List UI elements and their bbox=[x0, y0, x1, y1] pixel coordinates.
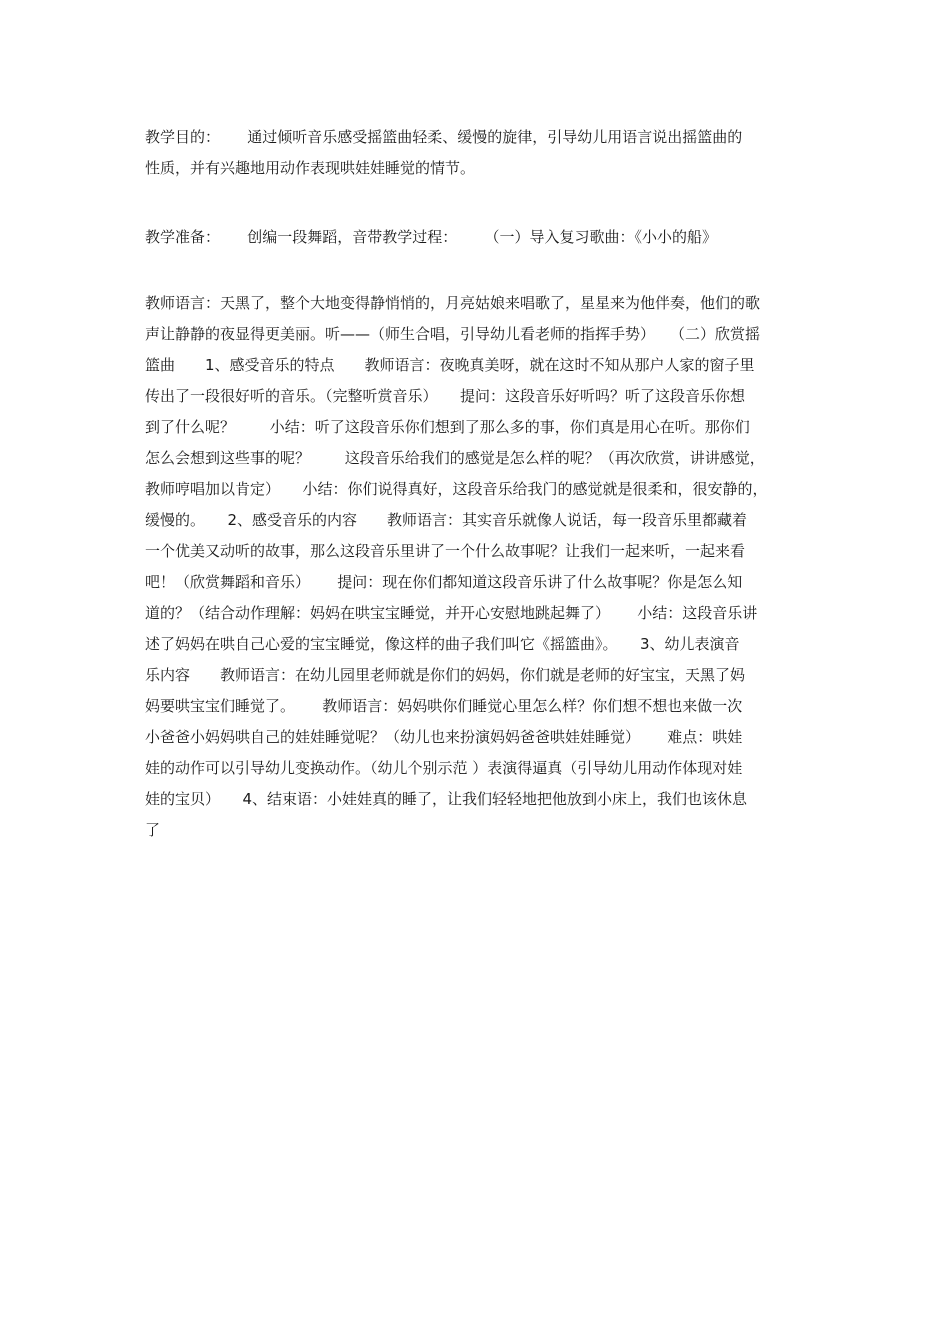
text-line: 道的？（结合动作理解：妈妈在哄宝宝睡觉，并开心安慰地跳起舞了） 小结：这段音乐讲 bbox=[145, 604, 758, 622]
text-line: 篮曲 1、感受音乐的特点 教师语言：夜晚真美呀，就在这时不知从那户人家的窗子里 bbox=[145, 356, 755, 374]
paragraph-teaching-preparation bbox=[145, 222, 817, 253]
text-line: 性质，并有兴趣地用动作表现哄娃娃睡觉的情节。 bbox=[145, 159, 476, 177]
text-line: 了 bbox=[145, 821, 161, 839]
text-line: 教师语言：天黑了，整个大地变得静悄悄的，月亮姑娘来唱歌了，星星来为他伴奏，他们的歌 bbox=[145, 294, 761, 312]
text-line: 小爸爸小妈妈哄自己的娃娃睡觉呢？（幼儿也来扮演妈妈爸爸哄娃娃睡觉） 难点：哄娃 bbox=[145, 728, 743, 746]
paragraph-teaching-process bbox=[145, 288, 817, 846]
text-line: 娃的动作可以引导幼儿变换动作。（幼儿个别示范 ）表演得逼真（引导幼儿用动作体现对娃 bbox=[145, 759, 743, 777]
text-line: 一个优美又动听的故事，那么这段音乐里讲了一个什么故事呢？让我们一起来听，一起来看 bbox=[145, 542, 746, 560]
text-line: 怎么会想到这些事的呢？ 这段音乐给我们的感觉是怎么样的呢？（再次欣赏，讲讲感觉， bbox=[145, 449, 765, 467]
paragraph-teaching-goals bbox=[145, 122, 817, 184]
text-line: 教师哼唱加以肯定） 小结：你们说得真好，这段音乐给我门的感觉就是很柔和，很安静的， bbox=[145, 480, 768, 498]
text-line: 传出了一段很好听的音乐。（完整听赏音乐） 提问：这段音乐好听吗？听了这段音乐你想 bbox=[145, 387, 746, 405]
text-line: 缓慢的。 2、感受音乐的内容 教师语言：其实音乐就像人说话，每一段音乐里都藏着 bbox=[145, 511, 748, 529]
text-line: 乐内容 教师语言：在幼儿园里老师就是你们的妈妈，你们就是老师的好宝宝，天黑了妈 bbox=[145, 666, 746, 684]
text-line: 妈要哄宝宝们睡觉了。 教师语言：妈妈哄你们睡觉心里怎么样？你们想不想也来做一次 bbox=[145, 697, 743, 715]
text-line: 述了妈妈在哄自己心爱的宝宝睡觉，像这样的曲子我们叫它《摇篮曲》。 3、幼儿表演音 bbox=[145, 635, 740, 653]
text-line: 教学准备： 创编一段舞蹈，音带教学过程： （一）导入复习歌曲：《小小的船》 bbox=[145, 228, 718, 246]
text-line: 吧！（欣赏舞蹈和音乐） 提问：现在你们都知道这段音乐讲了什么故事呢？你是怎么知 bbox=[145, 573, 743, 591]
text-line: 声让静静的夜显得更美丽。听——（师生合唱，引导幼儿看老师的指挥手势） （二）欣赏摇 bbox=[145, 325, 761, 343]
text-line: 教学目的： 通过倾听音乐感受摇篮曲轻柔、缓慢的旋律，引导幼儿用语言说出摇篮曲的 bbox=[145, 128, 743, 146]
text-line: 娃的宝贝） 4、结束语：小娃娃真的睡了，让我们轻轻地把他放到小床上，我们也该休息 bbox=[145, 790, 748, 808]
text-line: 到了什么呢？ 小结：听了这段音乐你们想到了那么多的事，你们真是用心在听。那你们 bbox=[145, 418, 750, 436]
